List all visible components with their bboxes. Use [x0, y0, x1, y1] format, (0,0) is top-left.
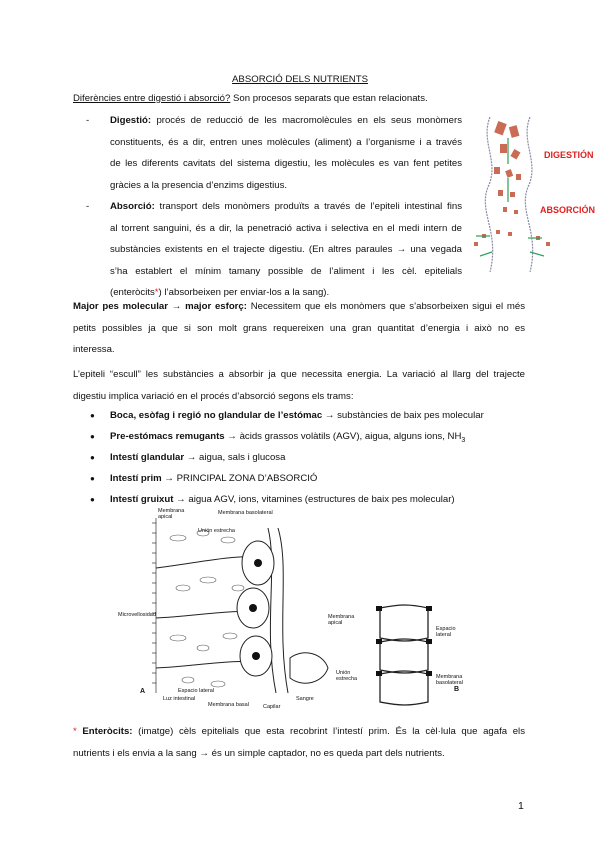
bullet-dot: ●	[90, 495, 95, 504]
label-b-basolateral: Membrana basolateral	[436, 674, 463, 686]
paragraph-line: interessa.	[73, 344, 115, 355]
panel-b-label: B	[454, 686, 460, 693]
bullet-dot: ●	[90, 432, 95, 441]
enterocytes-paragraph: * Enteròcits: (imatge) cèls epitelials que esta recobrint l’intestí prim. És la cèl·lula que agafa els nutrients i els envia a la sang → és un simple captador, no es queda part dels nutrients.	[73, 721, 525, 764]
paragraph-line: Necessitem que els monòmers que s’absorbeixen sigui el més	[246, 301, 526, 312]
intro-answer: Son procesos separats que estan relacionats.	[230, 93, 428, 104]
intro-line	[73, 88, 513, 110]
dash-bullet: -	[86, 201, 90, 212]
def-line: (enteròcits*) l’absorbeixen per enviar-los a la sang).	[110, 287, 330, 298]
label-capillary: Capilar	[263, 704, 281, 710]
def-line: procés de reducció de les macromolècules en els seus monòmers	[151, 115, 462, 126]
def-line: transport dels monòmers produïts a través de l’epiteli intestinal fins	[154, 201, 462, 212]
section-item: ● Boca, esòfag i regió no glandular de l’estómac → substàncies de baix pes molecular	[110, 405, 484, 426]
digestion-absorption-diagram	[470, 112, 600, 277]
definition-absorption	[86, 196, 462, 304]
label-b-tight-junction: Unión estrecha	[336, 670, 358, 682]
term-digestion: Digestió:	[110, 115, 152, 126]
section-item: ● Intestí gruixut → aigua AGV, ions, vitamines (estructures de baix pes molecular)	[110, 489, 455, 510]
page-title: ABSORCIÓ DELS NUTRIENTS	[232, 74, 368, 85]
dash-bullet: -	[86, 115, 90, 126]
def-line: de les diferents cavitats del sistema digestiu, les molècules es van fent petites	[110, 158, 462, 169]
effort-bold: Major pes molecular → major esforç:	[73, 301, 247, 312]
def-line: constituents, és a dir, entren unes molècules (aliment) a l’organisme i a través	[110, 136, 462, 148]
label-basal: Membrana basal	[208, 702, 249, 708]
asterisk-mark: *	[154, 287, 159, 298]
bullet-dot: ●	[90, 474, 95, 483]
asterisk-mark: *	[73, 726, 77, 737]
panel-a-label: A	[140, 688, 146, 695]
paragraph-line: L’epiteli “escull” les substàncies a absorbir ja que necessita energia. La variació al llarg del trajecte	[73, 369, 525, 380]
label-tight-junction: Unión estrecha	[198, 528, 235, 534]
effort-paragraph	[73, 296, 525, 361]
absorption-label: ABSORCIÓN	[540, 205, 596, 215]
enterocyte-figure	[118, 508, 478, 710]
def-line: al torrent sanguini, és a dir, la penetració activa i selectiva en el medi intern de	[110, 222, 462, 234]
page-number: 1	[518, 800, 524, 812]
definition-digestion	[86, 110, 462, 196]
paragraph-line: petits possibles ja que si son molt grans requereixen una gran quantitat d’energia i això no es	[73, 322, 525, 334]
def-line: substàncies existents en el trajecte digestiu. (En altres paraules → una vegada	[110, 244, 462, 255]
label-b-lateral-space: Espacio lateral	[436, 626, 456, 638]
label-blood: Sangre	[296, 696, 314, 702]
def-line: gràcies a la presencia d’enzims digestius.	[110, 179, 288, 191]
label-microvilli: Microvellosidad	[118, 612, 156, 618]
paragraph-line: nutrients i els envia a la sang → és un simple captador, no es queda part dels nutrients.	[73, 747, 445, 759]
enterocyte-diagram	[118, 508, 478, 710]
digestion-label: DIGESTIÓN	[544, 150, 594, 160]
bullet-dot: ●	[90, 411, 95, 420]
label-basolateral: Membrana basolateral	[218, 510, 273, 516]
label-b-apical: Membrana apical	[328, 614, 355, 626]
label-lumen: Luz intestinal	[163, 696, 196, 702]
label-apical: Membrana apical	[158, 508, 185, 520]
section-item: ● Pre-estómacs remugants → àcids grassos volàtils (AGV), aigua, alguns ions, $NH_3$	[110, 426, 465, 451]
section-item: ● Intestí prim → PRINCIPAL ZONA D’ABSORCIÓ	[110, 468, 317, 489]
paragraph-line: digestiu implica variació en el procés d’absorció segons els trams:	[73, 390, 354, 402]
intro-question: Diferències entre digestió i absorció?	[73, 93, 231, 104]
section-item: ● Intestí glandular → aigua, sals i glucosa	[110, 447, 285, 468]
label-lateral-space: Espacio lateral	[178, 688, 215, 694]
def-line: s’ha establert el mínim tamany possible de l’aliment i les cèl. epitelials	[110, 265, 462, 277]
epithelium-paragraph	[73, 364, 525, 407]
term-absorption: Absorció:	[110, 201, 155, 212]
bullet-dot: ●	[90, 453, 95, 462]
digestion-absorption-figure	[470, 112, 600, 277]
